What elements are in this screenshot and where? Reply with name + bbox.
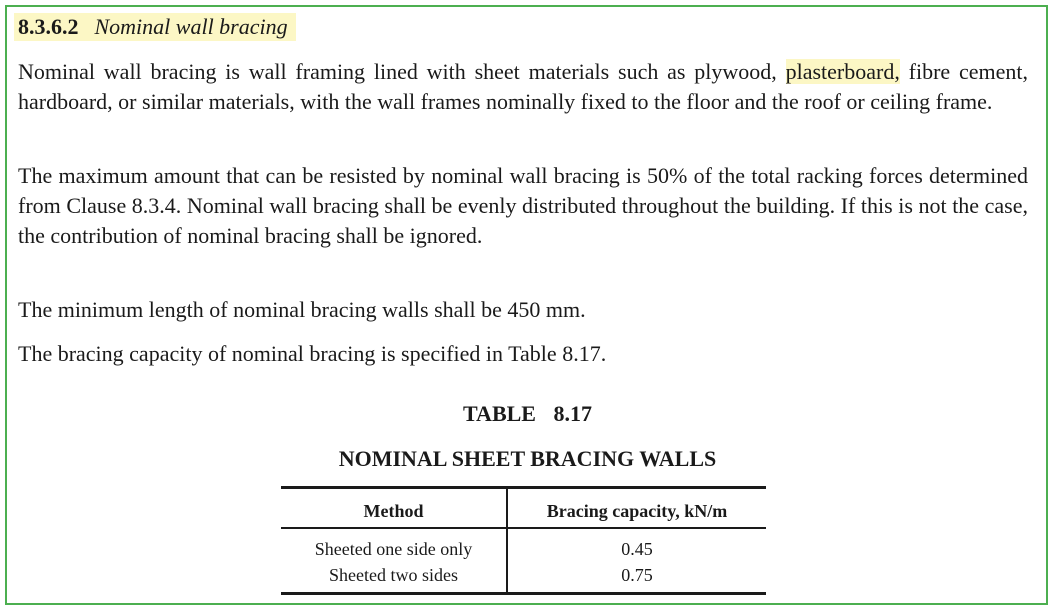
table-header-method: Method [363, 501, 424, 521]
table-bottom-rule [281, 592, 766, 595]
table-title: NOMINAL SHEET BRACING WALLS [338, 446, 717, 471]
paragraph-maximum-amount: The maximum amount that can be resisted by nominal wall bracing is 50% of the total racking forces determined from Clause 8.3.4. Nominal wall bracing shall be evenly distributed throughout the building. If this is not the case, the contribution of nominal bracing shall be ignored. [18, 163, 1028, 248]
table-cell-method: Sheeted two sides [329, 565, 458, 585]
table-cell-method: Sheeted one side only [314, 539, 473, 559]
section-number: 8.3.6.2 [18, 14, 79, 39]
paragraph-minimum-length: The minimum length of nominal bracing walls shall be 450 mm. [18, 297, 586, 322]
table-header-rule [281, 527, 766, 529]
section-title: Nominal wall bracing [94, 14, 288, 39]
table-top-rule [281, 486, 766, 489]
paragraph-definition-start: Nominal wall bracing is wall framing lined with sheet materials such as plywood, [18, 59, 777, 84]
paragraph-capacity-reference: The bracing capacity of nominal bracing is specified in Table 8.17. [18, 341, 607, 366]
table-cell-capacity: 0.45 [621, 539, 653, 559]
paragraph-definition-end: fibre cement, hardboard, or similar materials, with the wall frames nominally fixed to the floor and the roof or ceiling frame. [18, 59, 1028, 114]
table-header-capacity: Bracing capacity, kN/m [546, 501, 728, 521]
section-heading [14, 13, 296, 41]
table-number: TABLE 8.17 [463, 401, 592, 426]
table-cell-capacity: 0.75 [621, 565, 653, 585]
bracing-table [281, 486, 766, 594]
paragraph-definition [18, 57, 1028, 117]
highlighted-word: plasterboard, [785, 59, 900, 84]
